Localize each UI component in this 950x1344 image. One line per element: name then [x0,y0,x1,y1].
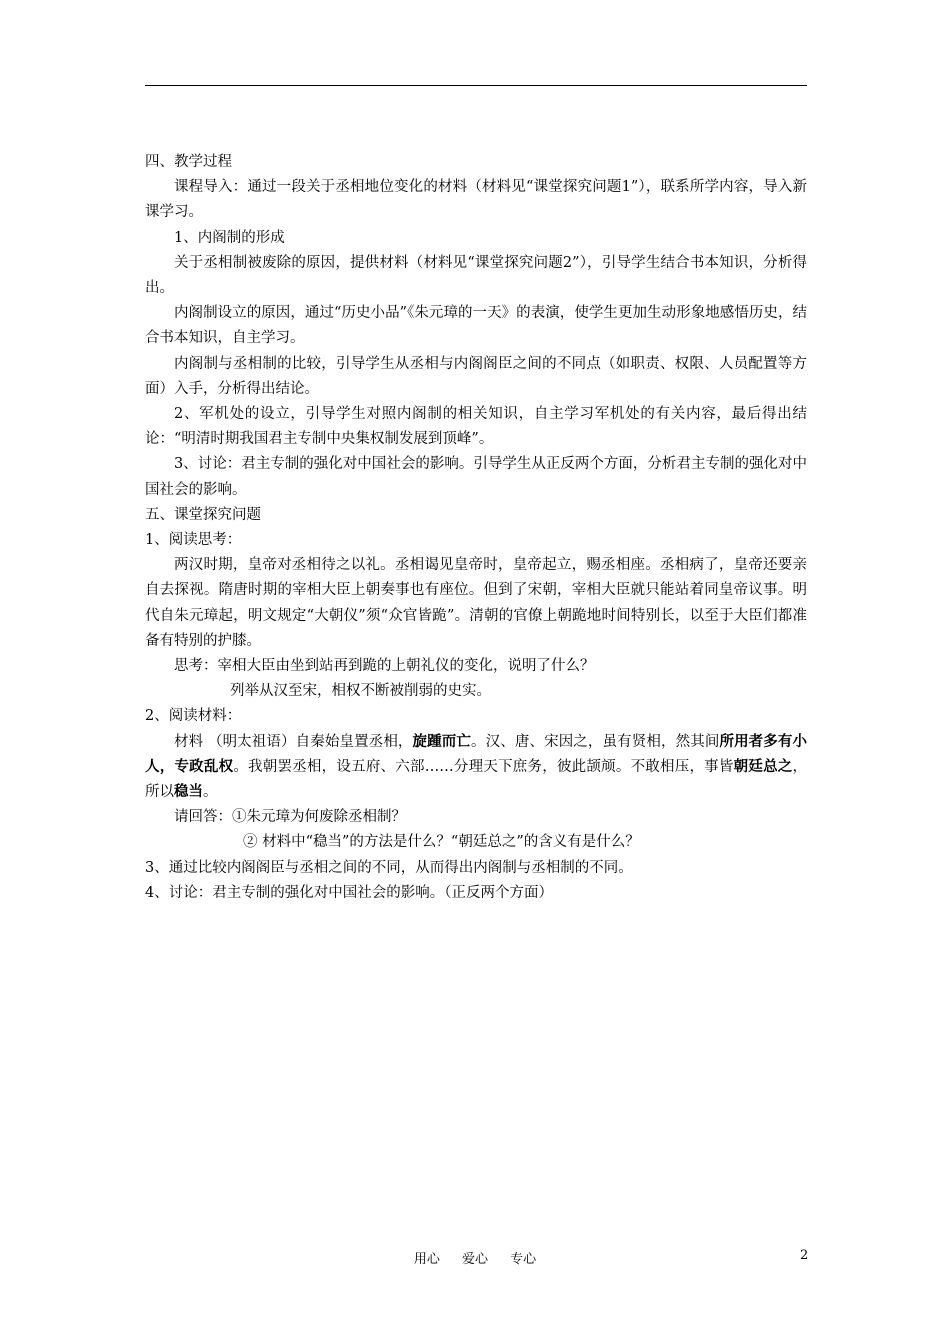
intro-paragraph: 课程导入：通过一段关于丞相地位变化的材料（材料见“课堂探究问题1”），联系所学内容，导入新课学习。 [145,179,807,221]
page-number: 2 [800,1248,809,1263]
question-3: 3、通过比较内阁阁臣与丞相之间的不同，从而得出内阁制与丞相制的不同。 [145,859,633,876]
paragraph-abolition-reason: 关于丞相制被废除的原因，提供材料（材料见“课堂探究问题2”），引导学生结合书本知识，分析得出。 [145,254,807,297]
material-text: 。汉、唐、宋因之，虽有贤相，然其间 [471,733,720,750]
material-text: 。我朝罢丞相，设五府、六部……分理天下庶务，彼此颉颃。不敢相压，事皆 [233,758,734,775]
material-text: 材料 （明太祖语）自秦始皇置丞相， [174,733,413,750]
question-1-title: 1、阅读思考： [145,532,242,549]
section-heading-teaching-process: 四、教学过程 [145,154,232,170]
question-1-text: 两汉时期，皇帝对丞相待之以礼。丞相谒见皇帝时，皇帝起立，赐丞相座。丞相病了，皇帝还要亲自去探视。隋唐时期的宰相大臣上朝奏事也有座位。但到了宋朝，宰相大臣就只能站着同皇帝议事。明代自朱元璋起，明文规定“大朝仪”须“众官皆跪”。清朝的官僚上朝跪地时间特别长，以至于大臣们都准备有特别的护膝。 [145,557,807,649]
header-rule [145,85,807,86]
question-2-material [145,730,807,806]
paragraph-military-office: 2、军机处的设立，引导学生对照内阁制的相关知识，自主学习军机处的有关内容，最后得出结论：“明清时期我国君主专制中央集权制发展到顶峰”。 [145,406,807,448]
question-2-ask-1: 请回答：①朱元璋为何废除丞相制？ [174,809,406,826]
question-1-list: 列举从汉至宋，相权不断被削弱的史实。 [230,683,491,700]
question-4: 4、讨论：君主专制的强化对中国社会的影响。（正反两个方面） [145,884,553,901]
material-bold-text: 所用者多有小人，专政乱权 [145,733,808,775]
material-text: 。 [203,784,218,801]
paragraph-comparison: 内阁制与丞相制的比较，引导学生从丞相与内阁阁臣之间的不同点（如职责、权限、人员配置等方面）入手，分析得出结论。 [145,355,807,397]
footer-motto-word: 专心 [510,1252,537,1267]
question-1-think: 思考：宰相大臣由坐到站再到跪的上朝礼仪的变化，说明了什么？ [174,658,595,675]
material-text: ，所以 [145,758,808,801]
material-bold-text: 旋踵而亡 [412,733,472,750]
footer-motto-word: 用心 [413,1252,440,1267]
question-2-title: 2、阅读材料： [145,708,242,725]
question-2-ask-2: ② 材料中“稳当”的方法是什么？“朝廷总之”的含义有是什么？ [243,834,640,851]
paragraph-cabinet-reason: 内阁制设立的原因，通过“历史小品”《朱元璋的一天》的表演，使学生更加生动形象地感悟历史，结合书本知识，自主学习。 [145,305,807,347]
footer-motto-word: 爱心 [461,1252,488,1267]
material-bold-text: 稳当 [174,784,203,801]
subheading-cabinet-formation: 1、内阁制的形成 [174,229,285,246]
material-bold-text: 朝廷总之 [733,758,793,775]
paragraph-discussion: 3、讨论：君主专制的强化对中国社会的影响。引导学生从正反两个方面，分析君主专制的强化对中国社会的影响。 [145,456,807,498]
section-heading-inquiry: 五、课堂探究问题 [145,506,261,523]
document-body [145,150,807,906]
